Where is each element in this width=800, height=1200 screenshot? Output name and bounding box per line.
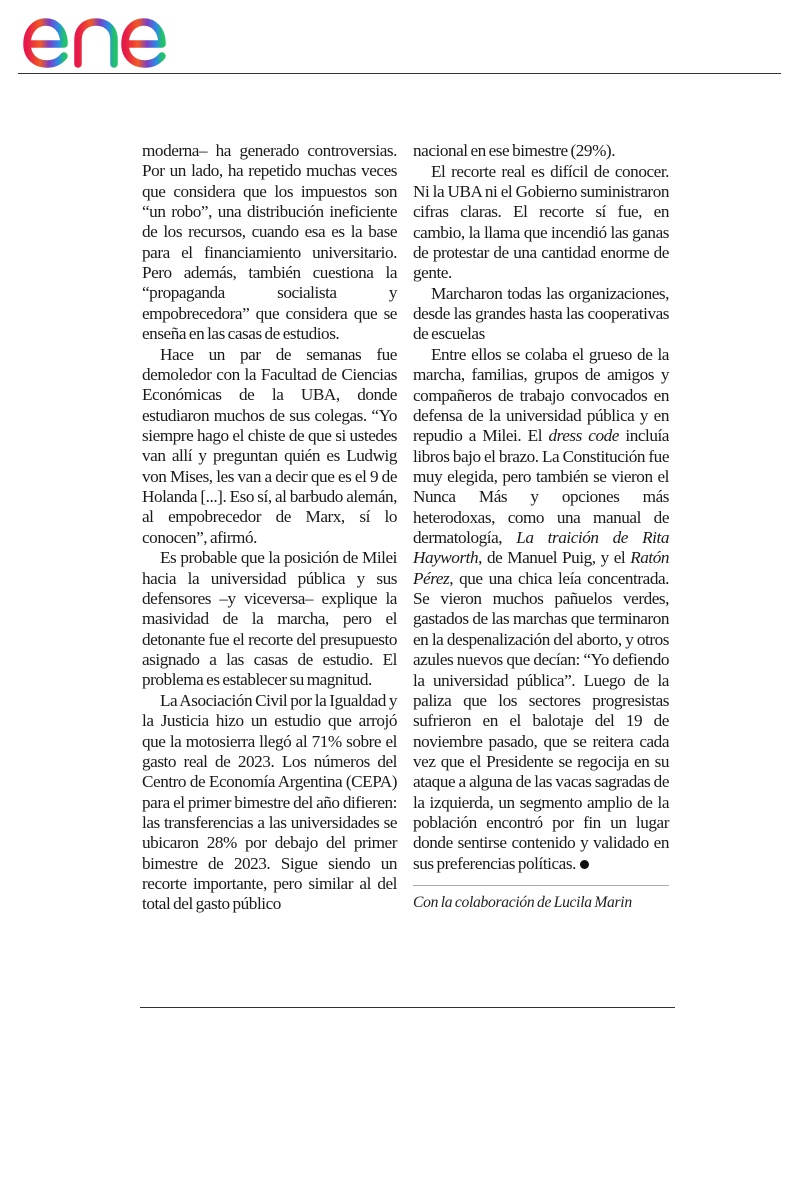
article-paragraph: Hace un par de semanas fue demoledor con la Facultad de Ciencias Económicas de la UBA, donde estudiaron muchos de sus colegas. “Yo siempre hago el chiste de que si ustedes van allí y preguntan quién es Ludwig von Mises, les van a decir que es el 9 de Holanda [...]. Eso sí, al barbudo alemán, al empobrecedor de Marx, sí lo conocen”, afirmó. [142,344,397,547]
brand-name: enel [18,4,20,5]
text-run: , de Manuel Puig, y el [478,548,631,568]
article-column-left [142,141,397,915]
article-paragraph: Marcharon todas las organizaciones, desde las grandes hasta las cooperativas de escuelas [413,283,669,344]
end-of-article-dot-icon [580,860,589,869]
article-column-right [413,141,669,913]
book-title: La traición de Rita Hayworth [413,528,669,568]
contributor-credit: Con la colaboración de Lucila Marin [413,893,632,911]
article-paragraph: Es probable que la posición de Milei hacia la universidad pública y sus defensores –y viceversa– explique la masividad de la marcha, pero el detonante fue el recorte del presupuesto asignado a las casas de estudio. El problema es establecer su magnitud. [142,548,397,690]
enel-logo [18,4,198,70]
header-divider [18,73,781,74]
italic-term: dress code [548,426,619,446]
article-paragraph: La Asociación Civil por la Igualdad y la Justicia hizo un estudio que arrojó que la motosierra llegó al 71% sobre el gasto real de 2023. Los números del Centro de Economía Argentina (CEPA) para el primer bimestre del año difieren: las transferencias a las universidades se ubicaron 28% por debajo del primer bimestre de 2023. Sigue siendo un recorte importante, pero similar al del total del gasto público [142,690,397,914]
book-title: Ratón Pérez [413,548,669,588]
article-paragraph: El recorte real es difícil de conocer. Ni la UBA ni el Gobierno suministraron cifras claras. El recorte sí fue, en cambio, la llama que incendió las ganas de protestar de una cantidad enorme de gente. [413,161,669,283]
text-run: Entre ellos se colaba el grueso de la marcha, familias, grupos de amigos y compañeros de trabajo convocados en defensa de la universidad pública y en repudio a Milei. El [413,345,669,446]
footer-divider [140,1007,675,1008]
article-paragraph-final [413,345,669,874]
article-paragraph: moderna– ha generado controversias. Por un lado, ha repetido muchas veces que considera que los impuestos son “un robo”, una distribución ineficiente de los recursos, cuando esa es la base para el financiamiento universitario. Pero además, también cuestiona la “propaganda socialista y empobrecedora” que considera que se enseña en las casas de estudios. [142,141,397,344]
text-run: , que una chica leía concentrada. Se vieron muchos pañuelos verdes, gastados de las marchas que terminaron en la despenalización del aborto, y otros azules nuevos que decían: “Yo defiendo la universidad pública”. Luego de la paliza que los sectores progresistas sufrieron en el balotaje del 19 de noviembre pasado, que se reitera cada vez que el Presidente se regocija en su ataque a alguna de las vacas sagradas de la izquierda, un segmento amplio de la población encontró por fin un lugar donde sentirse contenido y validado en sus preferencias políticas. [413,568,669,873]
text-run: incluía libros bajo el brazo. La Constitución fue muy elegida, pero también se vieron el Nunca Más y opciones más heterodoxas, como una manual de dermatología, [413,426,669,548]
article-paragraph: nacional en ese bimestre (29%). [413,141,616,160]
credit-divider [413,885,669,886]
